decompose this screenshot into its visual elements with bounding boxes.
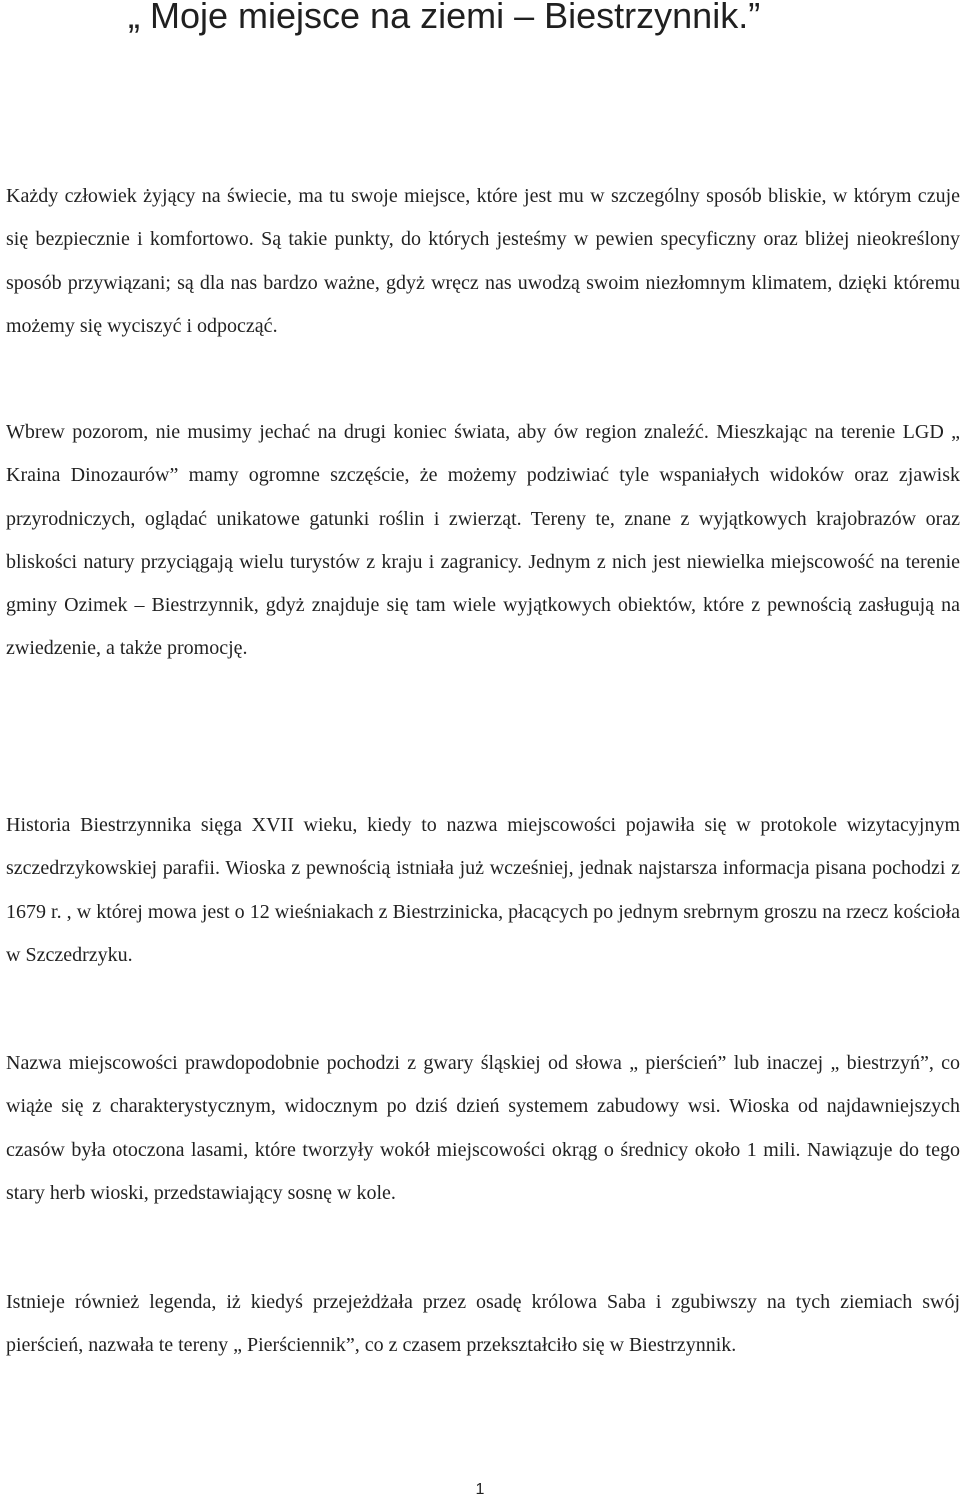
document-title: „ Moje miejsce na ziemi – Biestrzynnik.” [128, 0, 761, 36]
paragraph-history: Historia Biestrzynnika sięga XVII wieku, kiedy to nazwa miejscowości pojawiła się w protokole wizytacyjnym szczedrzykowskiej parafii. Wioska z pewnością istniała już wcześniej, jednak najstarsza informacja pisana pochodzi z 1679 r. , w której mowa jest o 12 wieśniakach z Biestrzinicka, płacących po jednym srebrnym groszu na rzecz kościoła w Szczedrzyku. [6, 814, 960, 966]
paragraph-intro: Każdy człowiek żyjący na świecie, ma tu swoje miejsce, które jest mu w szczególny sposób bliskie, w którym czuje się bezpiecznie i komfortowo. Są takie punkty, do których jesteśmy w pewien specyficzny oraz bliżej nieokreślony sposób przywiązani; są dla nas bardzo ważne, gdyż wręcz nas uwodzą swoim niezłomnym klimatem, dzięki któremu możemy się wyciszyć i odpocząć. [6, 185, 960, 337]
paragraph-name-origin: Nazwa miejscowości prawdopodobnie pochodzi z gwary śląskiej od słowa „ pierścień” lub inaczej „ biestrzyń”, co wiąże się z charakterystycznym, widocznym po dziś dzień systemem zabudowy wsi. Wioska od najdawniejszych czasów była otoczona lasami, które tworzyły wokół miejscowości okrąg o średnicy około 1 mili. Nawiązuje do tego stary herb wioski, przedstawiający sosnę w kole. [6, 1052, 960, 1204]
paragraph-region: Wbrew pozorom, nie musimy jechać na drugi koniec świata, aby ów region znaleźć. Mieszkając na terenie LGD „ Kraina Dinozaurów” mamy ogromne szczęście, że możemy podziwiać tyle wspaniałych widoków oraz zjawisk przyrodniczych, oglądać unikatowe gatunki roślin i zwierząt. Tereny te, znane z wyjątkowych krajobrazów oraz bliskości natury przyciągają wielu turystów z kraju i zagranicy. Jednym z nich jest niewielka miejscowość na terenie gminy Ozimek – Biestrzynnik, gdyż znajduje się tam wiele wyjątkowych obiektów, które z pewnością zasługują na zwiedzenie, a także promocję. [6, 421, 960, 660]
paragraph-legend: Istnieje również legenda, iż kiedyś przejeżdżała przez osadę królowa Saba i zgubiwszy na tych ziemiach swój pierścień, nazwała te tereny „ Pierściennik”, co z czasem przekształciło się w Biestrzynnik. [6, 1291, 960, 1357]
page-number: 1 [475, 1481, 485, 1498]
